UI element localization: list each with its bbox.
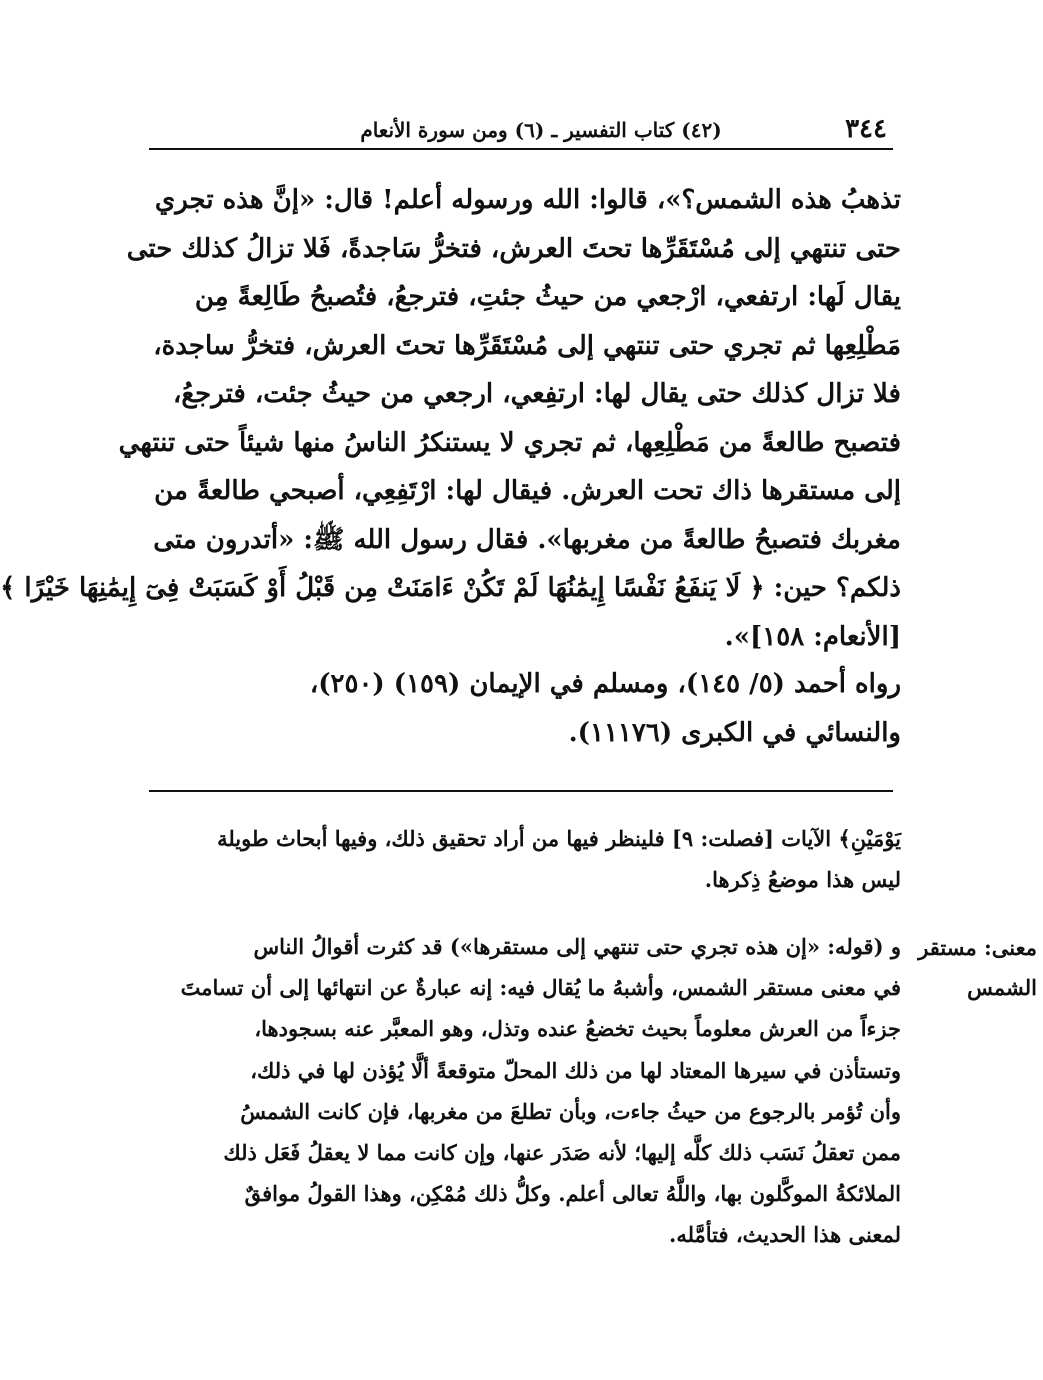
footnote <box>143 818 901 900</box>
commentary-line: ممن تعقلُ نَسَب ذلك كلَّه إليها؛ لأنه صَدَر عنها، وإن كانت مما لا يعقلُ فَعَل ذلك <box>223 1140 901 1166</box>
commentary-line: جزءاً من العرش معلوماً بحيث تخضعُ عنده وتذل، وهو المعبَّر عنه بسجودها، <box>254 1016 901 1042</box>
text-line: حتى تنتهي إلى مُسْتَقَرِّها تحتَ العرش، فتخرُّ سَاجدةً، فَلا تزالُ كذلك حتى <box>126 233 901 264</box>
footnote-line: يَوْمَيْنِ﴾ الآيات [فصلت: ٩] فلينظر فيها من أراد تحقيق ذلك، وفيها أبحاث طويلة <box>217 826 901 851</box>
text-line: فلا تزال كذلك حتى يقال لها: ارتفِعي، ارجعي من حيثُ جئت، فترجعُ، <box>172 379 901 409</box>
text-line: [الأنعام: ١٥٨]». <box>724 621 901 652</box>
page-header <box>149 112 893 150</box>
hadith-sources <box>143 660 901 757</box>
margin-heading <box>918 928 1037 1008</box>
margin-heading-line: الشمس <box>967 975 1037 1000</box>
commentary-line: و (قوله: «إن هذه تجري حتى تنتهي إلى مستقرها») قد كثرت أقوالُ الناس <box>253 934 901 959</box>
page-number: ٣٤٤ <box>845 114 887 144</box>
commentary-line: في معنى مستقر الشمس، وأشبهُ ما يُقال فيه: إنه عبارةٌ عن انتهائها إلى أن تسامتَ <box>180 975 901 1001</box>
text-line: يقال لَها: ارتفعي، ارْجعي من حيثُ جئتِ، فترجعُ، فتُصبحُ طَالِعةً مِن <box>194 282 901 312</box>
hadith-text <box>0 176 901 661</box>
source-line: رواه أحمد (٥/ ١٤٥)، ومسلم في الإيمان (١٥٩) (٢٥٠)، <box>309 669 901 699</box>
text-line: إلى مستقرها ذاك تحت العرش. فيقال لها: ارْتَفِعِي، أصبحي طالعةً من <box>154 476 901 506</box>
commentary-line: الملائكةُ الموكَّلون بها، واللَّهُ تعالى أعلم. وكلُّ ذلك مُمْكِن، وهذا القولُ موافقٌ <box>244 1181 901 1207</box>
text-line: تذهبُ هذه الشمس؟»، قالوا: الله ورسوله أعلم! قال: «إنَّ هذه تجري <box>154 185 901 215</box>
section-divider <box>149 790 893 792</box>
commentary-line: لمعنى هذا الحديث، فتأمَّله. <box>669 1222 901 1248</box>
text-line: مَطْلِعِها ثم تجري حتى تنتهي إلى مُسْتَقَرِّها تحتَ العرش، فتخرُّ ساجدة، <box>153 330 901 361</box>
footnote-line: ليس هذا موضعُ ذِكرها. <box>704 867 901 892</box>
text-line: فتصبح طالعةً من مَطْلِعِها، ثم تجري لا يستنكرُ الناسُ منها شيئاً حتى تنتهي <box>118 427 901 458</box>
text-line: مغربك فتصبحُ طالعةً من مغربها». فقال رسول الله ﷺ: «أتدرون متى <box>153 524 901 555</box>
commentary-line: وتستأذن في سيرها المعتاد لها من ذلك المحلّ متوقعةً ألَّا يُؤذن لها في ذلك، <box>250 1057 901 1083</box>
quran-verse-line: ذلكم؟ حين: ﴿ لَا يَنفَعُ نَفْسًا إِيمَٰنُهَا لَمْ تَكُنْ ءَامَنَتْ مِن قَبْلُ أَوْ كَسَبَتْ فِىٓ إِيمَٰنِهَا خَيْرًا ﴾ <box>0 573 901 603</box>
commentary-line: وأن تُؤمر بالرجوع من حيثُ جاءت، وبأن تطلعَ من مغربها، فإن كانت الشمسُ <box>240 1098 901 1124</box>
margin-heading-line: معنى: مستقر <box>918 935 1037 960</box>
source-line: والنسائي في الكبرى (١١١٧٦). <box>568 717 901 748</box>
running-title: (٤٢) كتاب التفسير ـ (٦) ومن سورة الأنعام <box>360 118 722 142</box>
commentary <box>143 926 901 1256</box>
